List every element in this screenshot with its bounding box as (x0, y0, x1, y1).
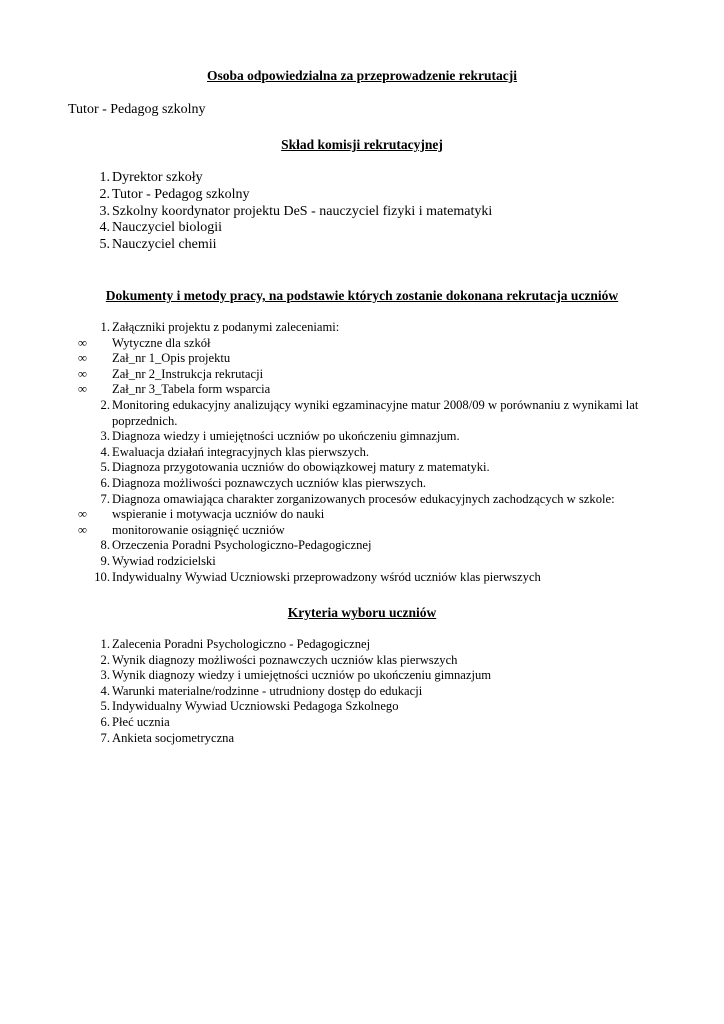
responsible-person-text: Tutor - Pedagog szkolny (68, 102, 206, 117)
infinity-bullet-icon: ∞ (78, 351, 87, 366)
infinity-bullet-icon: ∞ (78, 335, 87, 350)
list-item: 9. Wywiad rodzicielski (100, 553, 216, 568)
list-item: ∞ Zał_nr 3_Tabela form wsparcia (78, 382, 271, 397)
heading-documents-methods: Dokumenty i metody pracy, na podstawie których zostanie dokonana rekrutacja uczniów (105, 288, 619, 303)
heading-selection-criteria: Kryteria wyboru uczniów (287, 605, 437, 620)
list-item: 3. Wynik diagnozy wiedzy i umiejętności uczniów po ukończeniu gimnazjum (100, 668, 492, 683)
list-item: 6. Płeć ucznia (100, 714, 170, 729)
list-item: 3. Diagnoza wiedzy i umiejętności uczniów po ukończeniu gimnazjum. (100, 429, 460, 444)
infinity-bullet-icon: ∞ (78, 382, 87, 397)
committee-list (90, 170, 492, 254)
list-item: 1. Zalecenia Poradni Psychologiczno - Pedagogicznej (100, 637, 371, 651)
list-item: 5. Nauczyciel chemii (99, 237, 217, 253)
selection-criteria-list (90, 637, 670, 746)
infinity-bullet-icon: ∞ (78, 522, 87, 537)
list-item: ∞ Wytyczne dla szkół (78, 335, 211, 350)
list-item: 2. Tutor - Pedagog szkolny (99, 186, 250, 202)
infinity-bullet-icon: ∞ (78, 366, 87, 381)
list-item: 1. Załączniki projektu z podanymi zaleceniami: (100, 320, 340, 334)
list-item: ∞ Zał_nr 1_Opis projektu (78, 351, 231, 366)
list-item: 3. Szkolny koordynator projektu DeS - nauczyciel fizyki i matematyki (99, 203, 493, 219)
list-item: ∞ monitorowanie osiągnięć uczniów (78, 522, 285, 537)
list-item: 4. Ewaluacja działań integracyjnych klas pierwszych. (100, 444, 370, 459)
list-item: 5. Diagnoza przygotowania uczniów do obowiązkowej matury z matematyki. (100, 460, 490, 475)
list-item: 1. Dyrektor szkoły (99, 170, 203, 185)
list-item: 4. Warunki materialne/rodzinne - utrudniony dostęp do edukacji (100, 683, 423, 698)
list-item: ∞ wspieranie i motywacja uczniów do nauki (78, 507, 325, 522)
infinity-bullet-icon: ∞ (78, 507, 87, 522)
heading-committee: Skład komisji rekrutacyjnej (281, 137, 443, 152)
list-item: 10. Indywidualny Wywiad Uczniowski przeprowadzony wśród uczniów klas pierwszych (94, 569, 541, 584)
heading-responsible-person: Osoba odpowiedzialna za przeprowadzenie rekrutacji (207, 68, 517, 83)
list-item: 4. Nauczyciel biologii (99, 220, 223, 236)
list-item: 2. Monitoring edukacyjny analizujący wyniki egzaminacyjne matur 2008/09 w porównaniu z wynikami lat poprzednich. (100, 397, 639, 428)
list-item: 2. Wynik diagnozy możliwości poznawczych uczniów klas pierwszych (100, 652, 458, 667)
list-item: 7. Diagnoza omawiająca charakter zorganizowanych procesów edukacyjnych zachodzących w szkole: (100, 491, 615, 506)
list-item: ∞ Zał_nr 2_Instrukcja rekrutacji (78, 366, 264, 381)
list-item: 6. Diagnoza możliwości poznawczych uczniów klas pierwszych. (100, 475, 427, 490)
documents-methods-list (78, 320, 670, 585)
list-item: 7. Ankieta socjometryczna (100, 730, 235, 745)
list-item: 5. Indywidualny Wywiad Uczniowski Pedagoga Szkolnego (100, 699, 399, 714)
list-item: 8. Orzeczenia Poradni Psychologiczno-Pedagogicznej (100, 538, 372, 553)
